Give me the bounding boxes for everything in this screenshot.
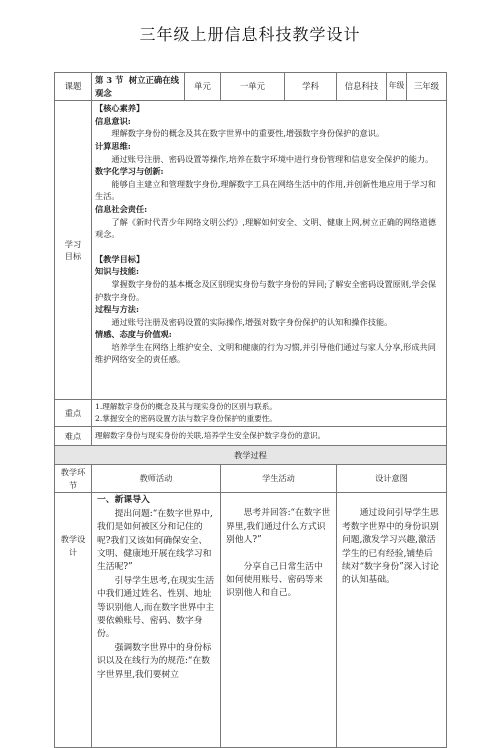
- header-row: [55, 73, 447, 101]
- core-item-text: 了解《新时代青少年网络文明公约》,理解如何安全、文明、健康上网,树立正确的网络道德观念。: [95, 216, 436, 240]
- goals-label: 学习目标: [55, 101, 92, 400]
- difficulty-content: 理解数字身份与现实身份的关联,培养学生安全保护数字身份的意识。: [92, 427, 447, 446]
- process-row: [55, 493, 447, 748]
- teach-item-text: 培养学生在网络上维护安全、文明和健康的行为习惯,并引导他们通过与家人分享,形成共同维护网络安全的责任感。: [95, 341, 436, 365]
- teacher-paragraph: 强调数字世界中的身份标识以及在线行为的规范:“在数字世界里,我们要树立: [97, 642, 212, 680]
- column-header-teacher: 教师活动: [92, 465, 221, 493]
- keypoints-row: [55, 400, 447, 427]
- core-item-text: 能够自主建立和管理数字身份,理解数字工具在网络生活中的作用,并创新性地应用于学习和生活。: [95, 178, 436, 202]
- teacher-paragraph: 提出问题:“在数字世界中,我们是如何被区分和记住的呢?我们又该如何确保安全、文明、健康地开展在线学习和生活呢?”: [97, 508, 213, 573]
- column-header-student: 学生活动: [221, 465, 337, 493]
- grade-label: 年级: [387, 73, 407, 101]
- keypoint-item: 2.掌握安全的密码设置方法与数字身份保护的重要性。: [95, 414, 277, 424]
- student-paragraph: 思考并回答:“在数字世界里,我们通过什么方式识别他人?”: [226, 508, 331, 546]
- grade-value: 三年级: [407, 73, 447, 101]
- teach-item-text: 通过账号注册及密码设置的实际操作,增强对数字身份保护的认知和操作技能。: [111, 316, 393, 327]
- topic-label: 课题: [55, 73, 92, 101]
- process-columns-row: [55, 465, 447, 493]
- keypoints-label: 重点: [55, 400, 92, 427]
- keypoints-content: [92, 400, 447, 427]
- teach-item-name: 过程与方法:: [95, 304, 139, 315]
- lesson-name: 树立正确在线观念: [95, 75, 179, 98]
- core-item-text: 理解数字身份的概念及其在数字世界中的重要性,增强数字身份保护的意识。: [111, 128, 385, 139]
- teacher-section-heading: 一、新课导入: [97, 495, 150, 506]
- process-row-label: 教学设计: [55, 493, 92, 748]
- teach-item-name: 情感、态度与价值观:: [95, 329, 172, 340]
- unit-label: 单元: [185, 73, 221, 101]
- unit-value: 一单元: [221, 73, 285, 101]
- intent-paragraph: 通过设问引导学生思考数字世界中的身份识别问题,激发学习兴趣,激活学生的已有经验,铺垫后续对“数字身份”深入讨论的认知基础。: [342, 508, 439, 586]
- teacher-paragraph: 引导学生思考,在现实生活中我们通过姓名、性别、地址等识别他人,而在数字世界中主要依赖账号、密码、数字身份。: [97, 575, 215, 640]
- goals-content: [92, 101, 447, 400]
- student-paragraph: 分享自己日常生活中如何使用账号、密码等来识别他人和自己。: [226, 561, 323, 599]
- teacher-activity: [92, 493, 221, 748]
- process-heading: 教学过程: [55, 446, 447, 465]
- core-item-name: 信息社会责任:: [95, 203, 148, 214]
- subject-value: 信息科技: [337, 73, 387, 101]
- core-item-text: 通过账号注册、密码设置等操作,培养在数字环境中进行身份管理和信息安全保护的能力。: [111, 153, 434, 164]
- lesson-plan-table: [54, 72, 447, 748]
- core-item-name: 信息意识:: [95, 115, 131, 126]
- process-heading-row: [55, 446, 447, 465]
- page-title: 三年级上册信息科技教学设计: [139, 25, 361, 44]
- student-activity: [221, 493, 337, 748]
- teach-heading: 【教学目标】: [95, 253, 145, 264]
- column-header-stage: 教学环节: [55, 465, 92, 493]
- teach-item-name: 知识与技能:: [95, 266, 139, 277]
- keypoint-item: 1.理解数字身份的概念及其与现实身份的区别与联系。: [95, 402, 277, 412]
- teach-item-text: 掌握数字身份的基本概念及区别现实身份与数字身份的异同;了解安全密码设置原则,学会保护数字身份。: [95, 278, 437, 302]
- lesson-number: 第 3 节: [95, 75, 124, 85]
- core-item-name: 计算思维:: [95, 140, 131, 151]
- column-header-intent: 设计意图: [337, 465, 447, 493]
- design-intent: [337, 493, 447, 748]
- goals-row: [55, 101, 447, 400]
- difficulty-label: 难点: [55, 427, 92, 446]
- lesson-title-cell: [92, 73, 185, 101]
- core-heading: 【核心素养】: [95, 103, 145, 114]
- subject-label: 学科: [285, 73, 337, 101]
- difficulty-row: [55, 427, 447, 446]
- core-item-name: 数字化学习与创新:: [95, 166, 164, 177]
